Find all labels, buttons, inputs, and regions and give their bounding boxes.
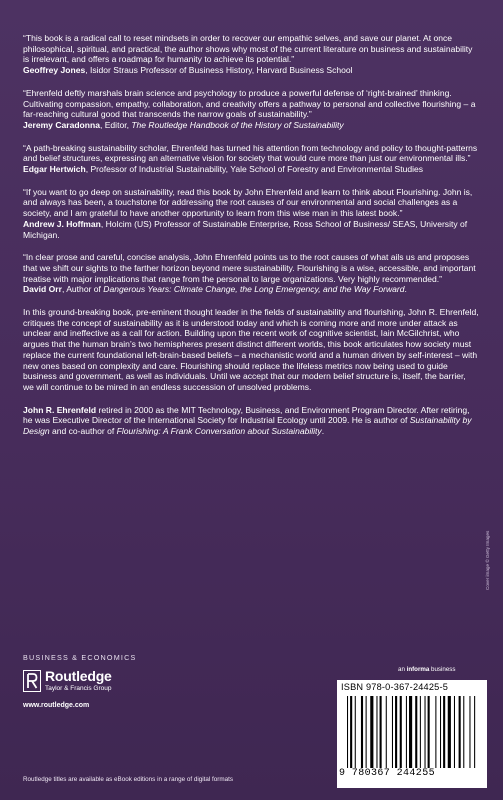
barcode-bar (361, 696, 363, 768)
author-bio-text: . (321, 426, 325, 437)
publisher-logo (23, 668, 153, 724)
cover-text-column (23, 33, 479, 437)
barcode-bar (386, 696, 387, 768)
informa-prefix: an (398, 666, 407, 673)
barcode-bar (400, 696, 402, 768)
barcode-bar (440, 696, 441, 768)
review-attribution (23, 284, 479, 295)
isbn-barcode-panel (337, 680, 487, 788)
reviewer-title: , Holcim (US) Professor of Sustainable Enterprise, Ross School of Business/ SEAS, University of Michigan. (23, 218, 468, 240)
barcode-bar (380, 696, 382, 768)
barcode-bar (474, 696, 475, 768)
barcode-bar (370, 696, 373, 768)
barcode-bar (443, 696, 445, 768)
book-description: In this ground-breaking book, pre-eminent thought leader in the fields of sustainability and flourishing, John R. Ehrenfeld, critiques the concept of sustainability as it is understood today and which is coming more and more under attack as unclear and ineffective as a call for action. Building upon the recent work of cognitive scientist, Iain McGilchrist, who argues that the human brain’s two hemispheres present distinct different worlds, this book articulates how society must replace the current foundational left-brain-based beliefs – a mechanistic world and a human driven by self-interest – with new ones based on complexity and care. Flourishing should replace the lifeless metrics now being used to guide business and government, as well as individuals. Until we accept that our modern belief structure is, itself, the barrier, we will continue to be mired in an endless succession of unsolved problems. (23, 307, 479, 392)
author-bio (23, 405, 479, 437)
publisher-name: Routledge (45, 668, 112, 684)
cover-image-credit: Cover image © Getty Images (485, 530, 490, 590)
review-quote: “A path-breaking sustainability scholar, Ehrenfeld has turned his attention from technology and policy to thought-patterns and belief structures, expressing an alternative vision for society that would cure more than just our environmental ills.” (23, 142, 478, 164)
review-4 (23, 187, 479, 241)
reviewer-name: Andrew J. Hoffman (23, 218, 101, 229)
barcode-bar (448, 696, 451, 768)
review-attribution (23, 120, 479, 131)
reviewer-title: , Author of (61, 284, 104, 295)
isbn-label: ISBN 978-0-367-24425-5 (341, 682, 449, 692)
author-name: John R. Ehrenfeld (23, 404, 97, 415)
reviewer-title: , Professor of Industrial Sustainability, Yale School of Forestry and Environmental Studies (85, 164, 424, 175)
reviewer-title: , Isidor Straus Professor of Business History, Harvard Business School (85, 65, 353, 76)
barcode-bar (415, 696, 417, 768)
review-quote: “This book is a radical call to reset mindsets in order to recover our empathic selves, and save our planet. At once philosophical, spiritual, and practical, the author shows why most of the current literature on business and sustainability is irrelevant, and offers a roadmap for humanity to achieve its potential.” (23, 33, 473, 65)
review-5 (23, 252, 479, 295)
reviewer-name: Jeremy Caradonna (23, 119, 100, 130)
review-2 (23, 88, 479, 131)
review-attribution (23, 65, 479, 76)
ebook-note: Routledge titles are available as eBook editions in a range of digital formats (23, 776, 234, 783)
reviewer-name: Edgar Hertwich (23, 164, 86, 175)
barcode-bar (420, 696, 421, 768)
review-quote: “If you want to go deep on sustainability, read this book by John Ehrenfeld and learn to think about Flourishing. John is, and always has been, a touchstone for addressing the root causes of our environmental and social challenges as a society, and I am grateful to have another opportunity to learn from this wise man in this latest book.” (23, 186, 473, 219)
reviewer-name: Geoffrey Jones (23, 65, 86, 76)
reviewer-name: David Orr (23, 284, 62, 295)
barcode-bar (454, 696, 455, 768)
reviewer-book: Dangerous Years: Climate Change, the Long Emergency, and the Way Forward (103, 284, 405, 295)
informa-brand: informa (406, 666, 430, 673)
subject-category: BUSINESS & ECONOMICS (23, 653, 137, 662)
author-bio-text: and co-author of (49, 426, 117, 437)
reviewer-title-end: . (404, 284, 407, 295)
barcode-digits: 9 780367 244255 (339, 768, 436, 779)
barcode-bar (395, 696, 397, 768)
barcode-bar (406, 696, 407, 768)
author-book-title: Sustainability by Design (23, 415, 472, 437)
barcode-bar (469, 696, 470, 768)
barcode-bar (366, 696, 367, 768)
reviewer-book: The Routledge Handbook of the History of Sustainability (131, 119, 344, 130)
barcode-bar (425, 696, 426, 768)
review-attribution (23, 219, 479, 240)
barcode-bar (347, 696, 348, 768)
barcode-bar (376, 696, 377, 768)
barcode-bar (428, 696, 430, 768)
reviewer-title: , Editor, (99, 119, 132, 130)
barcode-bar (355, 696, 356, 768)
author-book-title: Flourishing: A Frank Conversation about Sustainability (116, 426, 322, 437)
review-3 (23, 143, 479, 175)
review-attribution (23, 164, 479, 175)
routledge-r-icon (23, 670, 41, 692)
barcode-bar (392, 696, 393, 768)
author-bio-text: retired in 2000 as the MIT Technology, Business, and Environment Program Director. After retiring, he was Executive Director of the International Society for Industrial Ecology until 2009. He is author of (23, 404, 470, 426)
publisher-url: www.routledge.com (23, 702, 90, 709)
barcode-bar (435, 696, 436, 768)
review-quote: “In clear prose and careful, concise analysis, John Ehrenfeld points us to the root causes of what ails us and proposes that we shift our sights to the farther horizon beyond mere sustainability. Flourishing is a wise, accessible, and important treatise with major implications that range from the personal to large organizations. Very highly recommended.” (23, 252, 476, 284)
barcode-bar (463, 696, 464, 768)
informa-business-mark (398, 666, 455, 673)
barcode-bar (409, 696, 412, 768)
barcode-bar (459, 696, 461, 768)
review-1 (23, 33, 479, 76)
barcode (347, 696, 477, 768)
barcode-bar (350, 696, 352, 768)
informa-suffix: business (429, 666, 456, 673)
publisher-group: Taylor & Francis Group (45, 685, 112, 692)
review-quote: “Ehrenfeld deftly marshals brain science and psychology to produce a powerful defense of ‘right-brained’ thinking. Cultivating compassion, empathy, collaboration, and creativity offers a pathway to personal and collective flourishing – a far-reaching cultural good that transcends the narrow goals of sustainability.” (23, 87, 476, 120)
